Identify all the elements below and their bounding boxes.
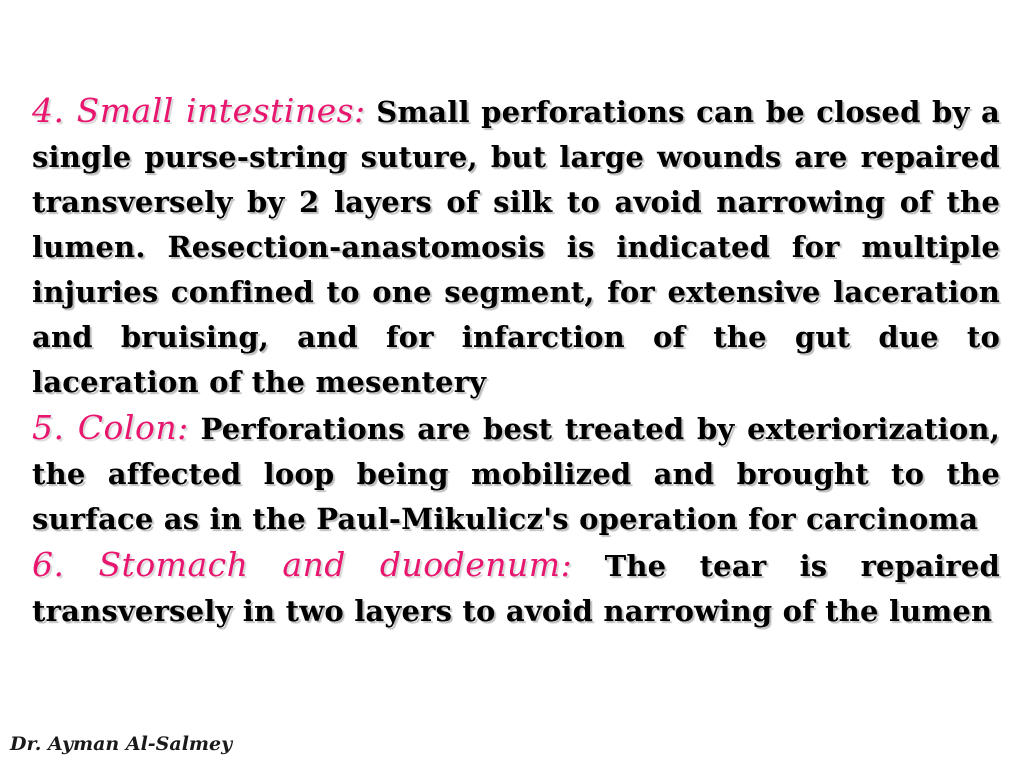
section-text: The tear is repaired transversely in two layers to avoid narrowing of the lumen (32, 549, 1001, 628)
author-footer: Dr. Ayman Al-Salmey (10, 733, 233, 755)
section-heading: 5. Colon: (32, 408, 189, 447)
section-heading: 6. Stomach and duodenum: (32, 545, 573, 584)
section-stomach-duodenum (32, 542, 1000, 634)
section-text: Small perforations can be closed by a single purse-string suture, but large wounds are repaired transversely by 2 layers of silk to avoid narrowing of the lumen. Resection-anastomosis is indicated for multiple injuries confined to one segment, for extensive laceration and bruising, and for infarction of the gut due to laceration of the mesentery (32, 95, 1000, 399)
section-small-intestines (32, 88, 1000, 405)
section-heading: 4. Small intestines: (32, 91, 366, 130)
slide-content (32, 88, 1000, 634)
section-text: Perforations are best treated by exteriorization, the affected loop being mobilized and brought to the surface as in the Paul-Mikulicz's operation for carcinoma (32, 412, 1001, 536)
section-colon (32, 405, 1000, 542)
